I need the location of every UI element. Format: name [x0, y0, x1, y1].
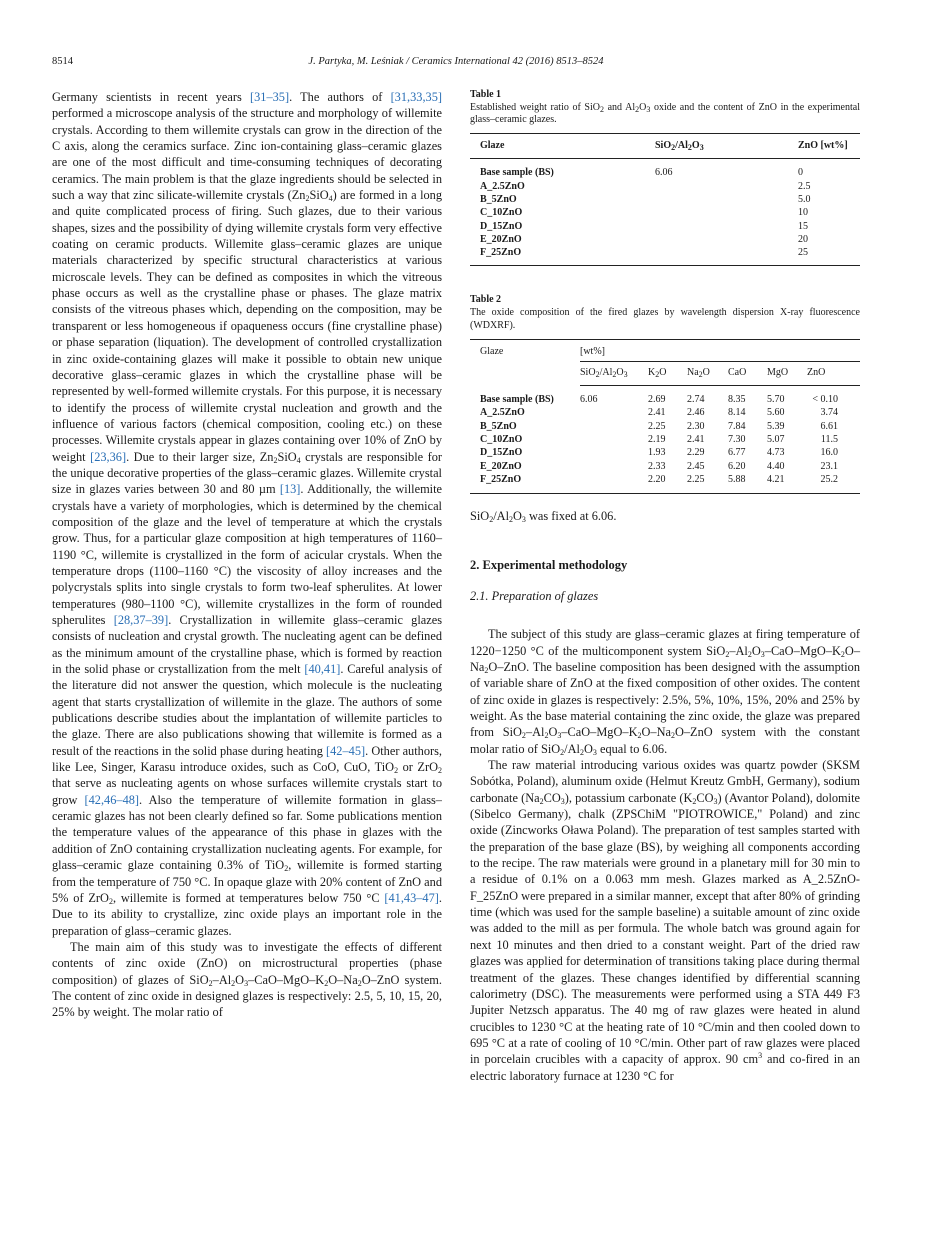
left-column — [52, 89, 442, 1021]
glaze-cell: B_5ZnO — [480, 194, 517, 205]
ratio-cell — [580, 420, 648, 433]
k2o-cell: 2.19 — [648, 434, 666, 446]
zno-cell: < 0.10 — [812, 394, 838, 406]
cao-cell: 7.30 — [728, 434, 746, 446]
zno-cell: 6.61 — [820, 420, 838, 432]
body-text: $SiO_2/Al_2O_3$ was fixed at 6.06. — [470, 509, 617, 525]
table-2 — [470, 294, 860, 494]
ratio-cell — [655, 206, 798, 219]
ratio-cell — [655, 246, 798, 266]
glaze-cell: B_5ZnO — [480, 420, 517, 432]
table-1-grid — [470, 133, 860, 266]
mgo-cell: 5.60 — [767, 407, 785, 419]
glaze-cell: F_25ZnO — [480, 247, 522, 259]
zno-cell: 15 — [798, 220, 808, 232]
table-row — [470, 180, 860, 193]
table-row — [470, 406, 860, 419]
mgo-cell: 4.21 — [767, 473, 785, 485]
na2o-cell: 2.41 — [687, 434, 705, 446]
ratio-cell — [580, 433, 648, 446]
table-1 — [470, 89, 860, 266]
cao-cell: 8.35 — [728, 394, 746, 406]
cao-cell: 8.14 — [728, 407, 746, 419]
page-number: 8514 — [52, 56, 73, 67]
glaze-cell: A_2.5ZnO — [480, 407, 525, 419]
column-header: $SiO_2/Al_2O_3$ — [655, 134, 798, 159]
cao-cell: 6.20 — [728, 460, 746, 472]
zno-cell: 10 — [798, 207, 808, 219]
running-title: J. Partyka, M. Leśniak / Ceramics International 42 (2016) 8513–8524 — [308, 56, 604, 67]
table-2-grid — [470, 339, 860, 495]
cao-cell: 6.77 — [728, 447, 746, 459]
na2o-cell: 2.46 — [687, 407, 705, 419]
page-header — [52, 56, 860, 72]
citation-link[interactable]: [13] — [279, 482, 301, 497]
column-header: $SiO_2/Al_2O_3$ — [580, 361, 648, 385]
table-row — [470, 386, 860, 407]
citation-link[interactable]: [42,46–48] — [84, 792, 140, 807]
k2o-cell: 2.69 — [648, 394, 666, 406]
k2o-cell: 2.33 — [648, 460, 666, 472]
zno-cell: 5.0 — [798, 194, 811, 205]
na2o-cell: 2.29 — [687, 447, 705, 459]
mgo-cell: 5.39 — [767, 420, 785, 432]
body-paragraph: The raw material introducing various oxides was quartz powder (SKSM Sobótka, Poland), aluminum oxide (Helmut Kreutz GmbH, Germany), sodium carbonate $(Na_2CO_3)$, potassium carbonate $(K_2CO_3)$ (Avantor Poland), dolomite (Sibelco Germany), chalk (ZPSChiM "PIOTROWICE," Poland) and zinc oxide (Zincworks Oława Poland). The preparation of test samples started with the preparation of the base glaze (BS), by weighing all components according to the recipe. The raw materials were ground in a planetary mill for 30 min to a residue of 0.1% on a 0.063 mm mesh. Glazes marked as A_2.5ZnO-F_25ZnO were prepared in a similar manner, except that after 80% of grinding time (which was used for the sample baseline) a suitable amount of zinc oxide was added to the mill as per formula. The whole batch was ground again for next 10 minutes and then dried to a constant weight. Part of the dried raw glazes was applied for determination of transitions taking place during thermal treatment of the glazes. These changes identified by differential scanning calorimetry (DSC). The measurements were performed using a STA 449 F3 Jupiter Netzsch apparatus. The 40 mg of raw glazes were heated in alund crucibles to 1230 °C at the heating rate of 10 °C/min and then cooled down to 695 °C at a rate of cooling of 10 °C/min. Other part of raw glazes were placed in porcelain crucibles with a capacity of approx. 90 $cm^3$ and co-fired in an electric laboratory furnace at 1230 °C for — [470, 758, 860, 1083]
body-paragraph: Germany scientists in recent years [31–35]. The authors of [31,33,35] performed a microscope analysis of the structure and morphology of willemite crystals. According to them willemite crystals can grow in the direction of the C axis, along the ceramics surface. Zinc ion-containing glass–ceramic glazes are one of the most difficult and time-consuming techniques of decorating ceramics. The main problem is that the glaze ingredients should be selected in such a way that zinc silicate-willemite crystals $(Zn_2SiO_4)$ are formed in a long and quite complicated process of firing. Such glazes, due to their various shapes, sizes and the possibility of dying willemite crystals form very effective coating on ceramic products. Willemite glass–ceramic glazes are unique materials characterized by specific structural characteristics at various microscale levels. They can be defined as composites in which the vitreous phase occurs as well as the crystalline phase or phases. The glaze matrix consists of the vitreous phases which, depending on the composition, may be transparent or less homogeneous if opaqueness occurs (fine crystalline phase) or phase separation (liquation). The development of controlled crystallization in zinc oxide-containing glazes will make it possible to obtain new unique decorative glass–ceramic glazes in which the crystalline phase will be represented by well-formed willemite crystals. For this purpose, it is necessary to identify the process of willemite crystal nucleation and growth and the influence of various factors (chemical composition, cooling etc.) on these processes. Willemite crystals appear in glazes containing over 10% of ZnO by weight [23,36]. Due to their larger size, $Zn_2SiO_4$ crystals are responsible for the unique decorative properties of the glass–ceramic glazes. Willemite crystal size in glazes varies between 30 and 80 µm [13]. Additionally, the willemite crystals have a variety of morphologies, which is determined by the chemical composition of the glaze and the level of temperature at which the crystals grow. Thus, for a particular glaze composition at high temperatures of 1160–1190 °C, willemite is crystallized in the form of acicular crystals. When the temperature drops (1100–1160 °C) the viscosity of alloy increases and the polycrystals splits into single crystals to form two-leaf spherulites. At lower temperatures (980–1100 °C), willemite crystallizes in the form of rounded spherulites [28,37–39]. Crystallization in willemite glass–ceramic glazes consists of nucleation and crystal growth. The nucleating agent can be defined as the minimum amount of the crystalline phase, which is formed by reaction in the solid phase or crystallization from the melt [40,41]. Careful analysis of the literature did not answer the question, which molecule is the nucleating agent that starts crystallization of willemite in the glaze. The authors of some publications describe studies about the implantation of willemite particles to the glaze. There are also publications showing that willemite is formed as a result of the reactions in the solid phase during heating [42–45]. Other authors, like Lee, Singer, Karasu introduce oxides, such as CoO, CuO, TiO$_2$ or ZrO$_2$ that serve as nucleating agents on whose surfaces willemite crystals start to grow [42,46–48]. Also the temperature of willemite formation in glass–ceramic glazes has not been clearly defined so far. Some publications mention the temperature values of the appearance of this phase in glazes with the addition of ZnO containing crystallization nucleating agents. For example, for glass–ceramic glaze containing 0.3% of TiO$_2$, willemite is formed starting from the temperature of 750 °C. In opaque glaze with 20% content of ZnO and 5% of ZrO$_2$, willemite is formed at temperatures below 750 °C [41,43–47]. Due to its ability to crystallize, zinc oxide plays an important role in the preparation of glass–ceramic glazes. — [52, 90, 443, 938]
glaze-cell: D_15ZnO — [480, 447, 523, 459]
zno-cell: 0 — [798, 167, 803, 179]
table-row — [470, 473, 860, 494]
body-paragraph: The subject of this study are glass–ceramic glazes at firing temperature of 1220−1250 °C of the multicomponent system $SiO_2-Al_2O_3-CaO-MgO-K_2O-Na_2O$–ZnO. The baseline composition has been designed with the assumption of variable share of ZnO at the fixed composition of other oxides. The content of zinc oxide in glazes is respectively: 2.5%, 5%, 10%, 15%, 20% and 25% by weight. As the base material containing the zinc oxide, the glaze was prepared from $SiO_2-Al_2O_3-CaO-MgO-K_2O-Na_2O$–ZnO system with the constant molar ratio of $SiO_2/Al_2O_3$ equal to 6.06. — [470, 627, 860, 757]
ratio-cell — [655, 193, 798, 206]
glaze-cell: Base sample (BS) — [480, 167, 554, 179]
column-header: [wt%] — [580, 339, 860, 361]
na2o-cell: 2.30 — [687, 420, 705, 432]
k2o-cell: 2.41 — [648, 407, 666, 419]
zno-cell: 16.0 — [820, 447, 838, 459]
citation-link[interactable]: [28,37–39] — [113, 613, 169, 627]
ratio-cell — [580, 473, 648, 494]
subsection-heading: 2.1. Preparation of glazes — [470, 588, 599, 603]
mgo-cell: 5.70 — [767, 394, 785, 406]
na2o-cell: 2.25 — [687, 473, 705, 485]
citation-link[interactable]: [40,41] — [304, 662, 341, 677]
ratio-cell — [655, 180, 798, 193]
citation-link[interactable]: [42–45] — [326, 743, 366, 758]
ratio-cell — [655, 220, 798, 233]
column-header: $Na_2O$ — [687, 361, 728, 385]
table-row — [470, 420, 860, 433]
right-column — [470, 89, 860, 1084]
glaze-cell: F_25ZnO — [480, 473, 522, 485]
table-1-caption: Table 1 Established weight ratio of SiO$_2$ and $Al_2O_3$ oxide and the content of ZnO in the experimental glass–ceramic glazes. — [470, 89, 860, 126]
column-header: ZnO [wt%] — [798, 134, 860, 159]
zno-cell: 11.5 — [820, 434, 838, 446]
zno-cell: 20 — [798, 233, 808, 245]
ratio-cell — [655, 233, 798, 246]
ratio-cell — [580, 406, 648, 419]
na2o-cell: 2.45 — [687, 460, 705, 472]
table-row — [470, 206, 860, 219]
mgo-cell: 4.73 — [767, 447, 785, 459]
table-row — [470, 233, 860, 246]
glaze-cell: C_10ZnO — [480, 207, 523, 219]
glaze-cell: Base sample (BS) — [480, 393, 554, 405]
glaze-cell: C_10ZnO — [480, 434, 523, 446]
table-2-caption: Table 2 The oxide composition of the fired glazes by wavelength dispersion X-ray fluorescence (WDXRF). — [470, 294, 860, 331]
k2o-cell: 1.93 — [648, 447, 666, 459]
column-header: Glaze — [470, 134, 655, 159]
table-row — [470, 246, 860, 266]
zno-cell: 23.1 — [820, 460, 838, 472]
ratio-cell: 6.06 — [655, 167, 673, 179]
citation-link[interactable]: [31,33,35] — [390, 90, 442, 104]
column-header: Glaze — [480, 345, 504, 357]
table-row — [470, 159, 860, 180]
ratio-cell — [580, 446, 648, 459]
zno-cell: 25.2 — [820, 473, 838, 485]
ratio-cell — [580, 460, 648, 473]
glaze-cell: A_2.5ZnO — [480, 180, 525, 192]
glaze-cell: E_20ZnO — [480, 233, 522, 245]
body-paragraph: The main aim of this study was to investigate the effects of different contents of zinc oxide (ZnO) on microstructural properties (phase composition) of glazes of $SiO_2-Al_2O_3-CaO-MgO-K_2O-Na_2O$–ZnO system. The content of zinc oxide in designed glazes is respectively: 2.5, 5, 10, 15, 20, 25% by weight. The molar ratio of — [52, 939, 442, 1020]
table-row — [470, 193, 860, 206]
cao-cell: 5.88 — [728, 473, 746, 485]
column-header: $K_2O$ — [648, 361, 687, 385]
k2o-cell: 2.25 — [648, 420, 666, 432]
zno-cell: 25 — [798, 247, 808, 259]
table-row — [470, 433, 860, 446]
column-header: MgO — [767, 361, 807, 385]
zno-cell: 3.74 — [820, 407, 838, 419]
section-heading: 2. Experimental methodology — [470, 557, 628, 572]
mgo-cell: 4.40 — [767, 460, 785, 472]
glaze-cell: D_15ZnO — [480, 220, 523, 232]
na2o-cell: 2.74 — [687, 394, 705, 406]
citation-link[interactable]: [23,36] — [90, 449, 127, 464]
ratio-cell: 6.06 — [580, 394, 598, 406]
zno-cell: 2.5 — [798, 180, 811, 192]
citation-link[interactable]: [31–35] — [249, 90, 290, 104]
column-header: ZnO — [807, 361, 860, 385]
citation-link[interactable]: [41,43–47] — [384, 890, 439, 905]
mgo-cell: 5.07 — [767, 434, 785, 446]
column-header: CaO — [728, 361, 767, 385]
k2o-cell: 2.20 — [648, 473, 666, 485]
glaze-cell: E_20ZnO — [480, 460, 522, 472]
table-row — [470, 446, 860, 459]
table-row — [470, 220, 860, 233]
table-row — [470, 460, 860, 473]
cao-cell: 7.84 — [728, 420, 746, 432]
